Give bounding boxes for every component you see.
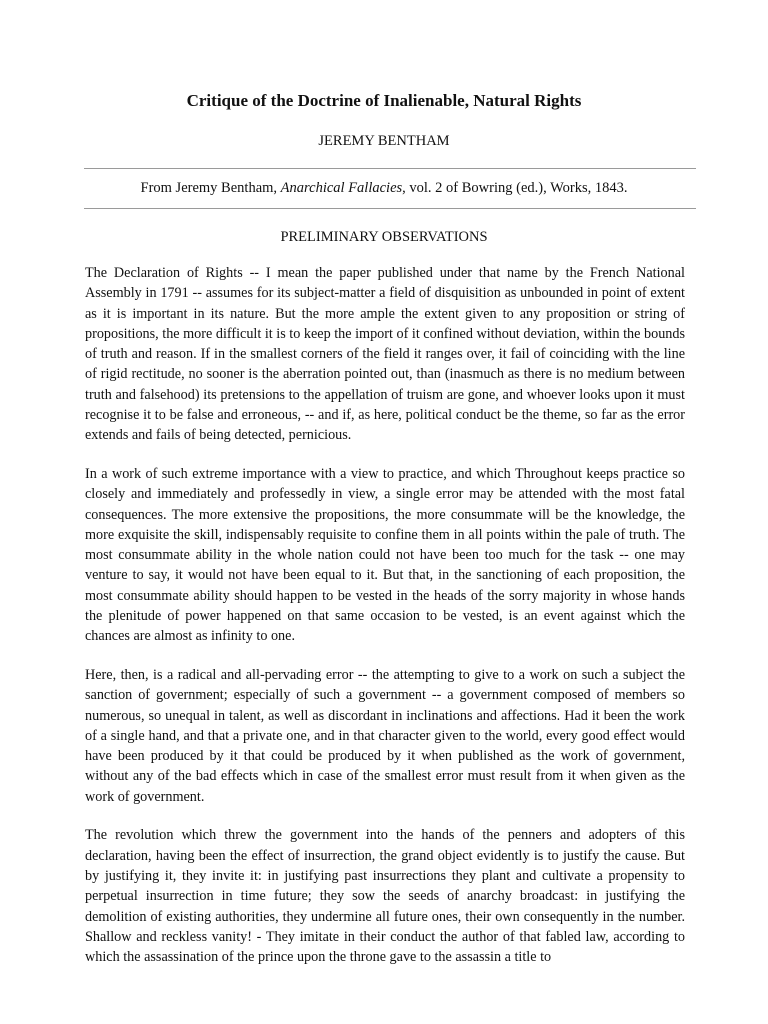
document-title: Critique of the Doctrine of Inalienable, Natural Rights	[186, 91, 582, 110]
section-heading: PRELIMINARY OBSERVATIONS	[280, 229, 488, 245]
paragraph-2: In a work of such extreme importance with a view to practice, and which Throughout keeps practice so closely and immediately and professedly in view, a single error may be attended with the most fatal consequences. The more extensive the propositions, the more consummate will be the knowledge, the more exquisite the skill, indispensably requisite to confine them in all points within the pale of truth. The most consummate ability in the whole nation could not have been too much for the task -- one may venture to say, it would not have been equal to it. But that, in the sanctioning of each proposition, the most consummate ability should happen to be vested in the heads of the sorry majority in whose hands the plenitude of power happened on that same occasion to be vested, is an event against which the chances are almost as infinity to one.	[85, 465, 685, 645]
source-citation	[0, 178, 768, 198]
document-author: JEREMY BENTHAM	[318, 133, 450, 149]
top-divider	[84, 168, 696, 169]
paragraph-4: The revolution which threw the government into the hands of the penners and adopters of this declaration, having been the effect of insurrection, the grand object evidently is to justify the cause. But by justifying it, they invite it: in justifying past insurrections they plant and cultivate a propensity to perpetual insurrection in time future; they sow the seeds of anarchy broadcast: in justifying the demolition of existing authorities, they undermine all future ones, their own consequently in the number. Shallow and reckless vanity! - They imitate in their conduct the author of that fabled law, according to which the assassination of the prince upon the throne gave to the assassin a title to	[85, 827, 685, 966]
bottom-divider	[84, 208, 696, 209]
source-suffix: , vol. 2 of Bowring (ed.), Works, 1843.	[402, 180, 628, 196]
source-prefix: From Jeremy Bentham,	[140, 180, 281, 196]
body-text	[85, 263, 685, 986]
paragraph-1: The Declaration of Rights -- I mean the paper published under that name by the French National Assembly in 1791 -- assumes for its subject-matter a field of disquisition as unbounded in point of extent as it is important in its nature. But the more ample the extent given to any proposition or string of propositions, the more difficult it is to keep the import of it confined without deviation, within the bounds of truth and reason. If in the smallest corners of the field it ranges over, it fail of coinciding with the line of rigid rectitude, no sooner is the aberration pointed out, than (inasmuch as there is no medium between truth and falsehood) its pretensions to the appellation of truism are gone, and whoever looks upon it must recognise it to be false and erroneous, -- and if, as here, political conduct be the theme, so far as the error extends and fails of being detected, pernicious.	[85, 265, 685, 444]
source-work-title: Anarchical Fallacies	[280, 180, 403, 196]
paragraph-3: Here, then, is a radical and all-pervading error -- the attempting to give to a work on such a subject the sanction of government; especially of such a government -- a government composed of members so numerous, so unequal in talent, as well as discordant in inclinations and affections. Had it been the work of a single hand, and that a private one, and in that character given to the world, every good effect would have been produced by it that could be produced by it when published as the work of government, without any of the bad effects which in case of the smallest error must result from it when given as the work of government.	[85, 666, 685, 805]
